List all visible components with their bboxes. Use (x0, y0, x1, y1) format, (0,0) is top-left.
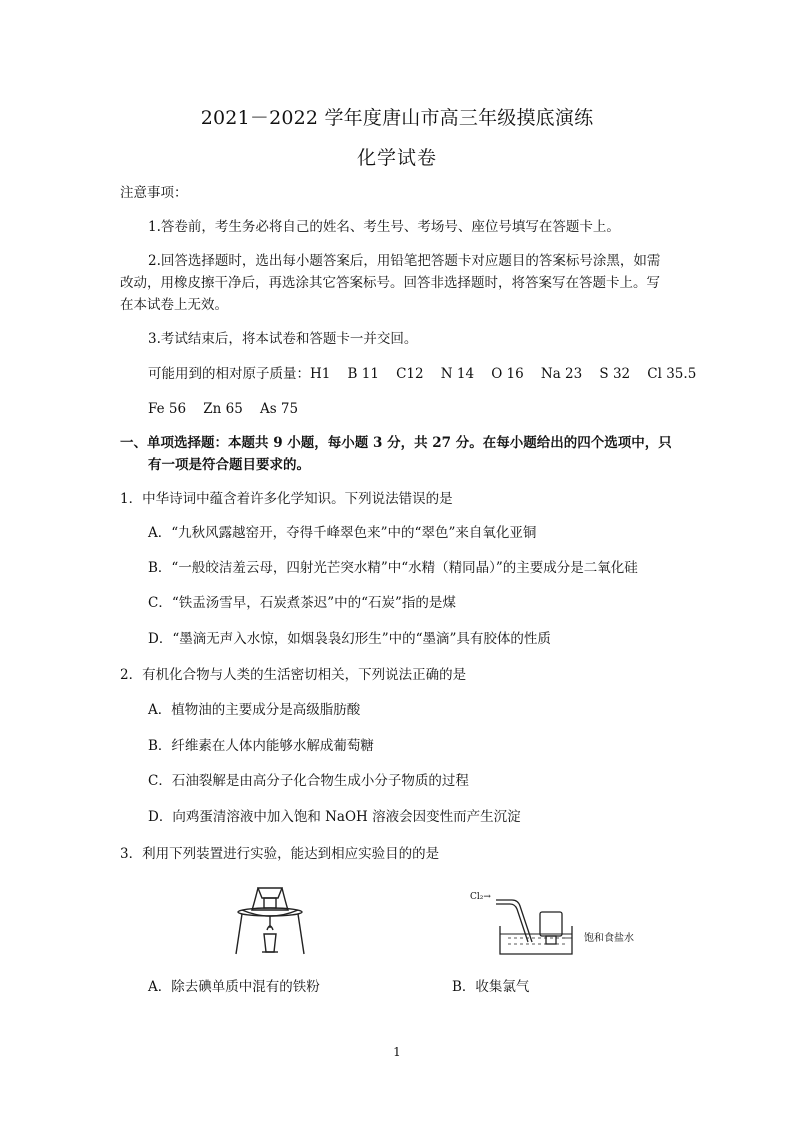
notice-item-3: 3.考试结束后，将本试卷和答题卡一并交回。 (148, 331, 418, 347)
question-1-stem: 1．中华诗词中蕴含着许多化学知识。下列说法错误的是 (120, 491, 453, 507)
figure-b-gas-label: Cl₂→ (470, 892, 491, 902)
question-2-option-b: B．纤维素在人体内能够水解成葡萄糖 (148, 738, 374, 754)
notice-item-2-end: 在本试卷上无效。 (120, 297, 228, 313)
question-1-option-d: D．“墨滴无声入水惊，如烟袅袅幻形生”中的“墨滴”具有胶体的性质 (148, 631, 551, 647)
exam-title: 2021－2022 学年度唐山市高三年级摸底演练 (200, 107, 594, 129)
question-3-stem: 3．利用下列装置进行实验，能达到相应实验目的的是 (120, 846, 440, 862)
atomic-mass-line-1: 可能用到的相对原子质量：H1 B 11 C12 N 14 O 16 Na 23 S 32 Cl 35.5 (148, 366, 697, 382)
question-3-option-b: B．收集氯气 (452, 979, 530, 995)
question-2-option-d: D．向鸡蛋清溶液中加入饱和 NaOH 溶液会因变性而产生沉淀 (148, 809, 521, 825)
subject-title: 化学试卷 (356, 147, 437, 169)
section-1-heading: 一、单项选择题：本题共 9 小题，每小题 3 分，共 27 分。在每小题给出的四个选项中，只 (120, 435, 672, 451)
atomic-mass-line-2: Fe 56 Zn 65 As 75 (148, 401, 299, 417)
question-3-option-a: A．除去碘单质中混有的铁粉 (148, 979, 320, 995)
sublimation-apparatus-figure (228, 884, 312, 956)
notice-item-2-cont: 改动，用橡皮擦干净后，再选涂其它答案标号。回答非选择题时，将答案写在答题卡上。写 (120, 275, 660, 291)
section-1-heading-cont: 有一项是符合题目要求的。 (148, 457, 310, 473)
page-number: 1 (393, 1045, 401, 1059)
question-1-option-c: C．“铁盂汤雪早，石炭煮茶迟”中的“石炭”指的是煤 (148, 595, 456, 611)
figure-b-liquid-label: 饱和食盐水 (584, 933, 634, 944)
question-2-option-a: A．植物油的主要成分是高级脂肪酸 (148, 702, 361, 718)
notice-heading: 注意事项： (120, 185, 188, 201)
question-2-stem: 2．有机化合物与人类的生活密切相关，下列说法正确的是 (120, 667, 467, 683)
notice-item-2: 2.回答选择题时，选出每小题答案后，用铅笔把答题卡对应题目的答案标号涂黑，如需 (148, 253, 661, 269)
question-2-option-c: C．石油裂解是由高分子化合物生成小分子物质的过程 (148, 773, 469, 789)
question-1-option-b: B．“一般皎洁羞云母，四射光芒突水精”中“水精（精同晶）”的主要成分是二氧化硅 (148, 560, 638, 576)
question-1-option-a: A．“九秋风露越窑开，夺得千峰翠色来”中的“翠色”来自氧化亚铜 (148, 525, 537, 541)
notice-item-1: 1.答卷前，考生务必将自己的姓名、考生号、考场号、座位号填写在答题卡上。 (148, 219, 620, 235)
